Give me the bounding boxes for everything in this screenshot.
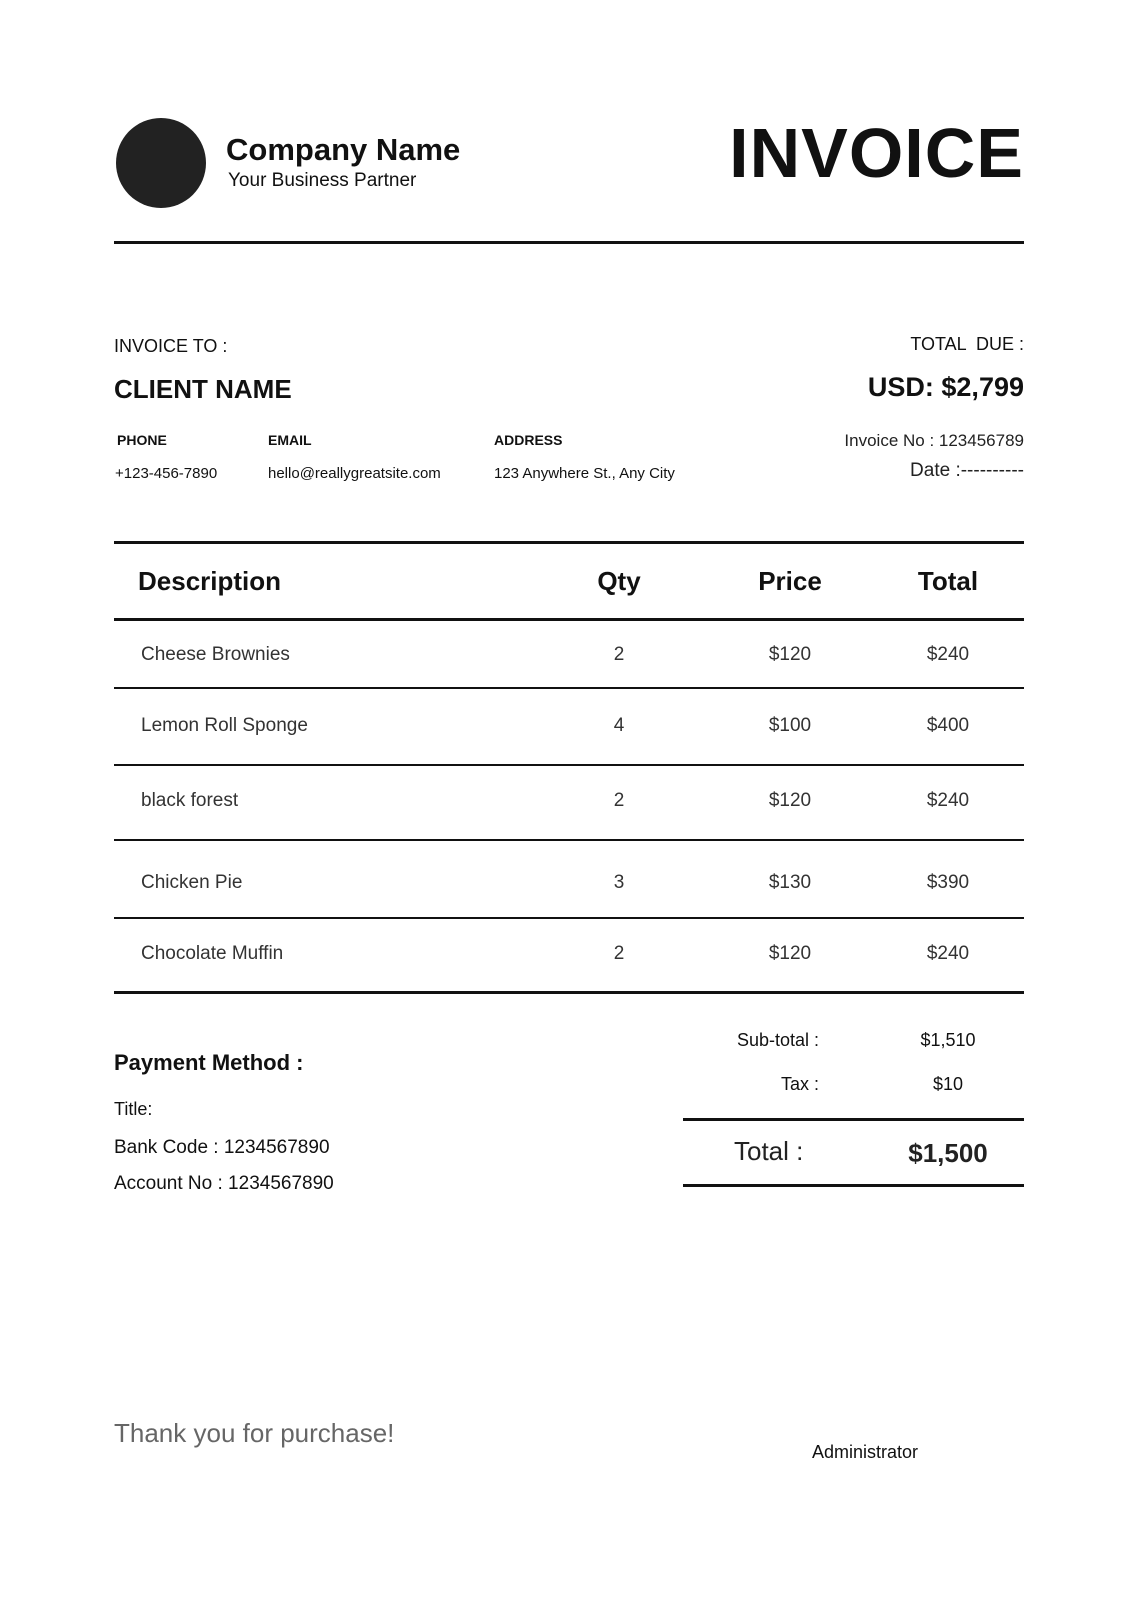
invoice-to-label: INVOICE TO : <box>114 336 228 356</box>
col-header-total: Total <box>917 566 979 596</box>
table-row: Lemon Roll Sponge <box>141 715 308 736</box>
address-value: 123 Anywhere St., Any City <box>494 465 675 482</box>
row-divider <box>114 764 1024 766</box>
row-divider <box>114 839 1024 841</box>
table-row: Chocolate Muffin <box>141 943 284 964</box>
tax-value: $10 <box>932 1074 964 1094</box>
signature-role: Administrator <box>812 1442 919 1462</box>
grand-total-value: $1,500 <box>908 1138 988 1168</box>
row-price: $120 <box>768 943 812 964</box>
address-label: ADDRESS <box>494 432 563 448</box>
col-header-qty: Qty <box>597 566 641 596</box>
row-qty: 4 <box>613 715 625 736</box>
col-header-description: Description <box>138 566 282 596</box>
table-row: black forest <box>141 790 239 811</box>
client-name: CLIENT NAME <box>114 374 292 404</box>
row-total: $240 <box>926 943 970 964</box>
row-qty: 3 <box>613 872 625 893</box>
company-tagline: Your Business Partner <box>228 170 417 191</box>
total-due-amount: USD: $2,799 <box>867 372 1024 402</box>
email-value: hello@reallygreatsite.com <box>268 465 441 482</box>
email-label: EMAIL <box>268 432 312 448</box>
bank-code: Bank Code : 1234567890 <box>114 1137 330 1158</box>
payment-method-title: Payment Method : <box>114 1050 304 1075</box>
row-price: $120 <box>768 644 812 665</box>
company-name: Company Name <box>226 132 461 167</box>
col-header-price: Price <box>758 566 822 596</box>
table-row: Chicken Pie <box>141 872 243 893</box>
row-total: $240 <box>926 644 970 665</box>
row-price: $120 <box>768 790 812 811</box>
header-divider <box>114 241 1024 244</box>
phone-value: +123-456-7890 <box>115 465 218 482</box>
subtotal-label: Sub-total : <box>736 1030 819 1050</box>
summary-bottom-border <box>683 1184 1024 1187</box>
company-logo <box>116 118 206 208</box>
grand-total-label: Total : <box>734 1136 804 1166</box>
table-bottom-border <box>114 991 1024 994</box>
row-price: $100 <box>768 715 812 736</box>
row-total: $390 <box>926 872 970 893</box>
invoice-title: INVOICE <box>729 114 1024 192</box>
invoice-date: Date :---------- <box>910 460 1024 481</box>
row-qty: 2 <box>613 943 625 964</box>
payment-title-line: Title: <box>114 1099 153 1119</box>
row-price: $130 <box>768 872 812 893</box>
phone-label: PHONE <box>117 432 167 448</box>
summary-top-border <box>683 1118 1024 1121</box>
row-qty: 2 <box>613 790 625 811</box>
table-top-border <box>114 541 1024 544</box>
account-number: Account No : 1234567890 <box>114 1173 334 1194</box>
invoice-number: Invoice No : 123456789 <box>844 431 1024 450</box>
thank-you-note: Thank you for purchase! <box>114 1418 395 1448</box>
tax-label: Tax : <box>780 1074 819 1094</box>
row-divider <box>114 917 1024 919</box>
row-total: $240 <box>926 790 970 811</box>
table-header-border <box>114 618 1024 621</box>
total-due-label: TOTAL DUE : <box>910 334 1024 354</box>
row-divider <box>114 687 1024 689</box>
subtotal-value: $1,510 <box>920 1030 976 1050</box>
table-row: Cheese Brownies <box>141 644 290 665</box>
row-qty: 2 <box>613 644 625 665</box>
row-total: $400 <box>926 715 970 736</box>
